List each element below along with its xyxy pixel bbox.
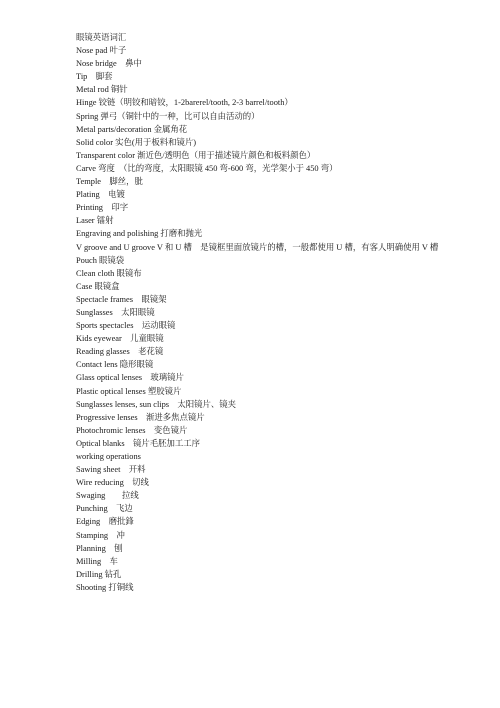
vocabulary-line: Transparent color 渐近色/透明色（用于描述镜片颜色和板料颜色）	[76, 150, 316, 160]
vocabulary-line: Glass optical lenses 玻璃镜片	[76, 373, 184, 383]
vocabulary-line: Drilling 钻孔	[76, 569, 122, 579]
vocabulary-line: Metal rod 铜针	[76, 85, 128, 95]
vocabulary-line: Spring 弹弓（铜针中的一种，比可以自由活动的）	[76, 111, 260, 121]
vocabulary-line: Planning 刨	[76, 543, 123, 553]
vocabulary-line: Swaging 拉线	[76, 491, 139, 501]
vocabulary-line: Wire reducing 切线	[76, 478, 149, 488]
vocabulary-line: Nose pad 叶子	[76, 46, 127, 56]
vocabulary-line: Kids eyewear 儿童眼镜	[76, 334, 164, 344]
document-title: 眼镜英语词汇	[76, 33, 127, 42]
vocabulary-line: Edging 磨批鋒	[76, 517, 134, 527]
vocabulary-line: Hinge 铰链（明铰和暗铰，1-2barerel/tooth, 2-3 barrel/tooth）	[76, 98, 293, 108]
vocabulary-line: Clean cloth 眼镜布	[76, 268, 142, 278]
vocabulary-line: Case 眼镜盒	[76, 281, 120, 291]
vocabulary-line: Sunglasses 太阳眼镜	[76, 307, 155, 317]
vocabulary-line: Pouch 眼镜袋	[76, 255, 125, 265]
document-body	[76, 31, 448, 594]
vocabulary-line: Nose bridge 鼻中	[76, 59, 142, 69]
vocabulary-line: Photochromic lenses 变色镜片	[76, 425, 188, 435]
vocabulary-line: Sunglasses lenses, sun clips 太阳镜片、镜夹	[76, 399, 237, 409]
vocabulary-line: Optical blanks 镜片毛胚加工工序	[76, 438, 200, 448]
vocabulary-line: Solid color 实色(用于板料和镜片)	[76, 137, 197, 147]
vocabulary-line: Sports spectacles 运动眼镜	[76, 321, 176, 331]
vocabulary-line: Engraving and polishing 打磨和抛光	[76, 229, 203, 239]
vocabulary-line: Carve 弯度 （比的弯度，太阳眼镜 450 弯-600 弯，光学架小于 450 弯）	[76, 163, 338, 173]
vocabulary-line: Stamping 冲	[76, 530, 125, 540]
vocabulary-line: V groove and U groove V 和 U 槽 是镜框里面放镜片的槽，一般都使用 U 槽，有客人明确使用 V 槽	[76, 242, 439, 252]
vocabulary-line: Plastic optical lenses 塑胶镜片	[76, 386, 182, 396]
vocabulary-line: Milling 车	[76, 556, 118, 566]
vocabulary-line: Spectacle frames 眼镜架	[76, 294, 167, 304]
vocabulary-line: Reading glasses 老花镜	[76, 347, 164, 357]
vocabulary-line: Punching 飞边	[76, 504, 133, 514]
vocabulary-line: Contact lens 隐形眼镜	[76, 360, 154, 370]
vocabulary-line: Sawing sheet 开料	[76, 465, 146, 475]
vocabulary-line: Tip 脚套	[76, 72, 113, 82]
vocabulary-line: working operations	[76, 452, 141, 461]
vocabulary-line: Printing 印字	[76, 203, 129, 213]
vocabulary-line: Progressive lenses 渐进多焦点镜片	[76, 412, 205, 422]
vocabulary-line: Metal parts/decoration 金属角花	[76, 124, 188, 134]
vocabulary-line: Laser 镭射	[76, 216, 114, 226]
vocabulary-line: Temple 脚丝，肶	[76, 177, 143, 187]
vocabulary-line: Plating 电镀	[76, 190, 125, 200]
vocabulary-list	[76, 44, 448, 594]
vocabulary-line: Shooting 打铜线	[76, 582, 134, 592]
